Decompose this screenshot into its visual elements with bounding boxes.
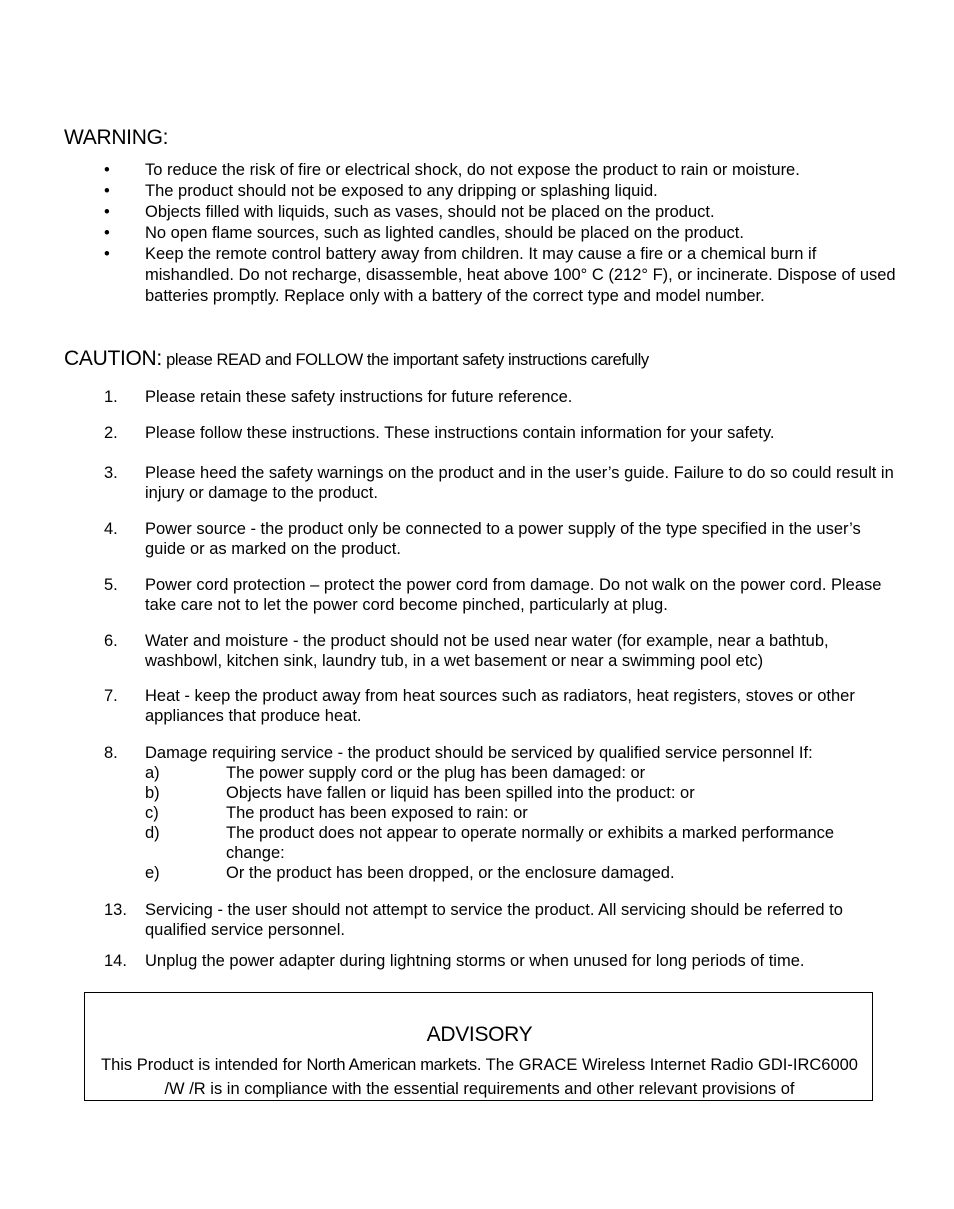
damage-subitem-text: Objects have fallen or liquid has been spilled into the product: or — [226, 784, 695, 802]
warning-item-text: The product should not be exposed to any dripping or splashing liquid. — [145, 182, 658, 200]
caution-item-number: 6. — [104, 632, 118, 650]
caution-item-number: 5. — [104, 576, 118, 594]
warning-item — [0, 181, 954, 202]
advisory-body — [93, 1053, 866, 1101]
caution-item-number: 14. — [104, 952, 127, 970]
bullet-icon: • — [104, 182, 110, 200]
bullet-icon: • — [104, 161, 110, 179]
warning-item — [0, 202, 954, 223]
damage-subitem-text: The power supply cord or the plug has been damaged: or — [226, 764, 646, 782]
warning-item-text: Objects filled with liquids, such as vases, should not be placed on the product. — [145, 203, 715, 221]
caution-item-text: Please follow these instructions. These instructions contain information for your safety. — [145, 424, 775, 442]
warning-item — [0, 223, 954, 244]
warning-item-text: Keep the remote control battery away from children. It may cause a fire or a chemical burn if mishandled. Do not recharge, disassemble, heat above 100° C (212° F), or incinerate. Dispose of used batteries promptly. Replace only with a battery of the correct type and model number. — [145, 245, 896, 305]
caution-item-number: 4. — [104, 520, 118, 538]
damage-subitem-text: The product does not appear to operate normally or exhibits a marked performance change: — [226, 824, 835, 862]
caution-item-text: Please heed the safety warnings on the product and in the user’s guide. Failure to do so could result in injury or damage to the product. — [145, 464, 894, 502]
damage-subitem-letter: c) — [145, 804, 159, 822]
warning-heading-text: WARNING: — [64, 126, 169, 149]
advisory-title: ADVISORY — [426, 1023, 533, 1046]
advisory-box — [84, 992, 873, 1101]
damage-subitem — [145, 863, 895, 883]
damage-subitem-letter: a) — [145, 764, 160, 782]
damage-subitem — [145, 763, 895, 783]
damage-subitem — [145, 803, 895, 823]
caution-item-number: 2. — [104, 424, 118, 442]
damage-subitem-text: Or the product has been dropped, or the enclosure damaged. — [226, 864, 675, 882]
caution-item-number: 3. — [104, 464, 118, 482]
warning-item — [0, 160, 954, 181]
caution-item-number: 13. — [104, 901, 127, 919]
caution-item-text: Please retain these safety instructions for future reference. — [145, 388, 573, 406]
caution-heading-text: CAUTION: — [64, 347, 162, 370]
advisory-body-post: . The GRACE Wireless Internet Radio GDI-IRC6000 /W /R is in compliance with the essential requirements and other relevant provisions of — [164, 1056, 858, 1098]
caution-heading — [64, 347, 649, 371]
damage-subitem — [145, 823, 895, 863]
caution-item-body — [145, 743, 895, 883]
damage-subitem-text: The product has been exposed to rain: or — [226, 804, 528, 822]
warning-heading — [64, 126, 168, 150]
damage-sublist — [145, 763, 895, 883]
caution-subheading: please READ and FOLLOW the important safety instructions carefully — [161, 351, 649, 369]
caution-item-text: Power cord protection – protect the power cord from damage. Do not walk on the power cord. Please take care not to let the power cord become pinched, particularly at plug. — [145, 576, 882, 614]
bullet-icon: • — [104, 245, 110, 263]
caution-item-text: Unplug the power adapter during lightning storms or when unused for long periods of time. — [145, 952, 805, 970]
warning-item-text: No open flame sources, such as lighted candles, should be placed on the product. — [145, 224, 744, 242]
advisory-body-emphasis: North American markets — [306, 1056, 477, 1074]
warning-item-text: To reduce the risk of fire or electrical shock, do not expose the product to rain or moisture. — [145, 161, 800, 179]
damage-subitem-letter: e) — [145, 864, 160, 882]
damage-subitem-letter: b) — [145, 784, 160, 802]
caution-item-text: Heat - keep the product away from heat sources such as radiators, heat registers, stoves or other appliances that produce heat. — [145, 687, 855, 725]
warning-item — [0, 244, 954, 307]
caution-item-text: Servicing - the user should not attempt to service the product. All servicing should be referred to qualified service personnel. — [145, 901, 843, 939]
damage-subitem — [145, 783, 895, 803]
caution-item-text: Damage requiring service - the product should be serviced by qualified service personnel If: — [145, 744, 813, 762]
warning-list — [0, 160, 954, 307]
bullet-icon: • — [104, 224, 110, 242]
bullet-icon: • — [104, 203, 110, 221]
caution-item-number: 8. — [104, 744, 118, 762]
advisory-body-pre: This Product is intended for — [101, 1056, 307, 1074]
caution-item-text: Water and moisture - the product should not be used near water (for example, near a bathtub, washbowl, kitchen sink, laundry tub, in a wet basement or near a swimming pool etc) — [145, 632, 829, 670]
caution-item-number: 7. — [104, 687, 118, 705]
caution-item-number: 1. — [104, 388, 118, 406]
damage-subitem-letter: d) — [145, 824, 160, 842]
caution-item-text: Power source - the product only be connected to a power supply of the type specified in the user’s guide or as marked on the product. — [145, 520, 861, 558]
